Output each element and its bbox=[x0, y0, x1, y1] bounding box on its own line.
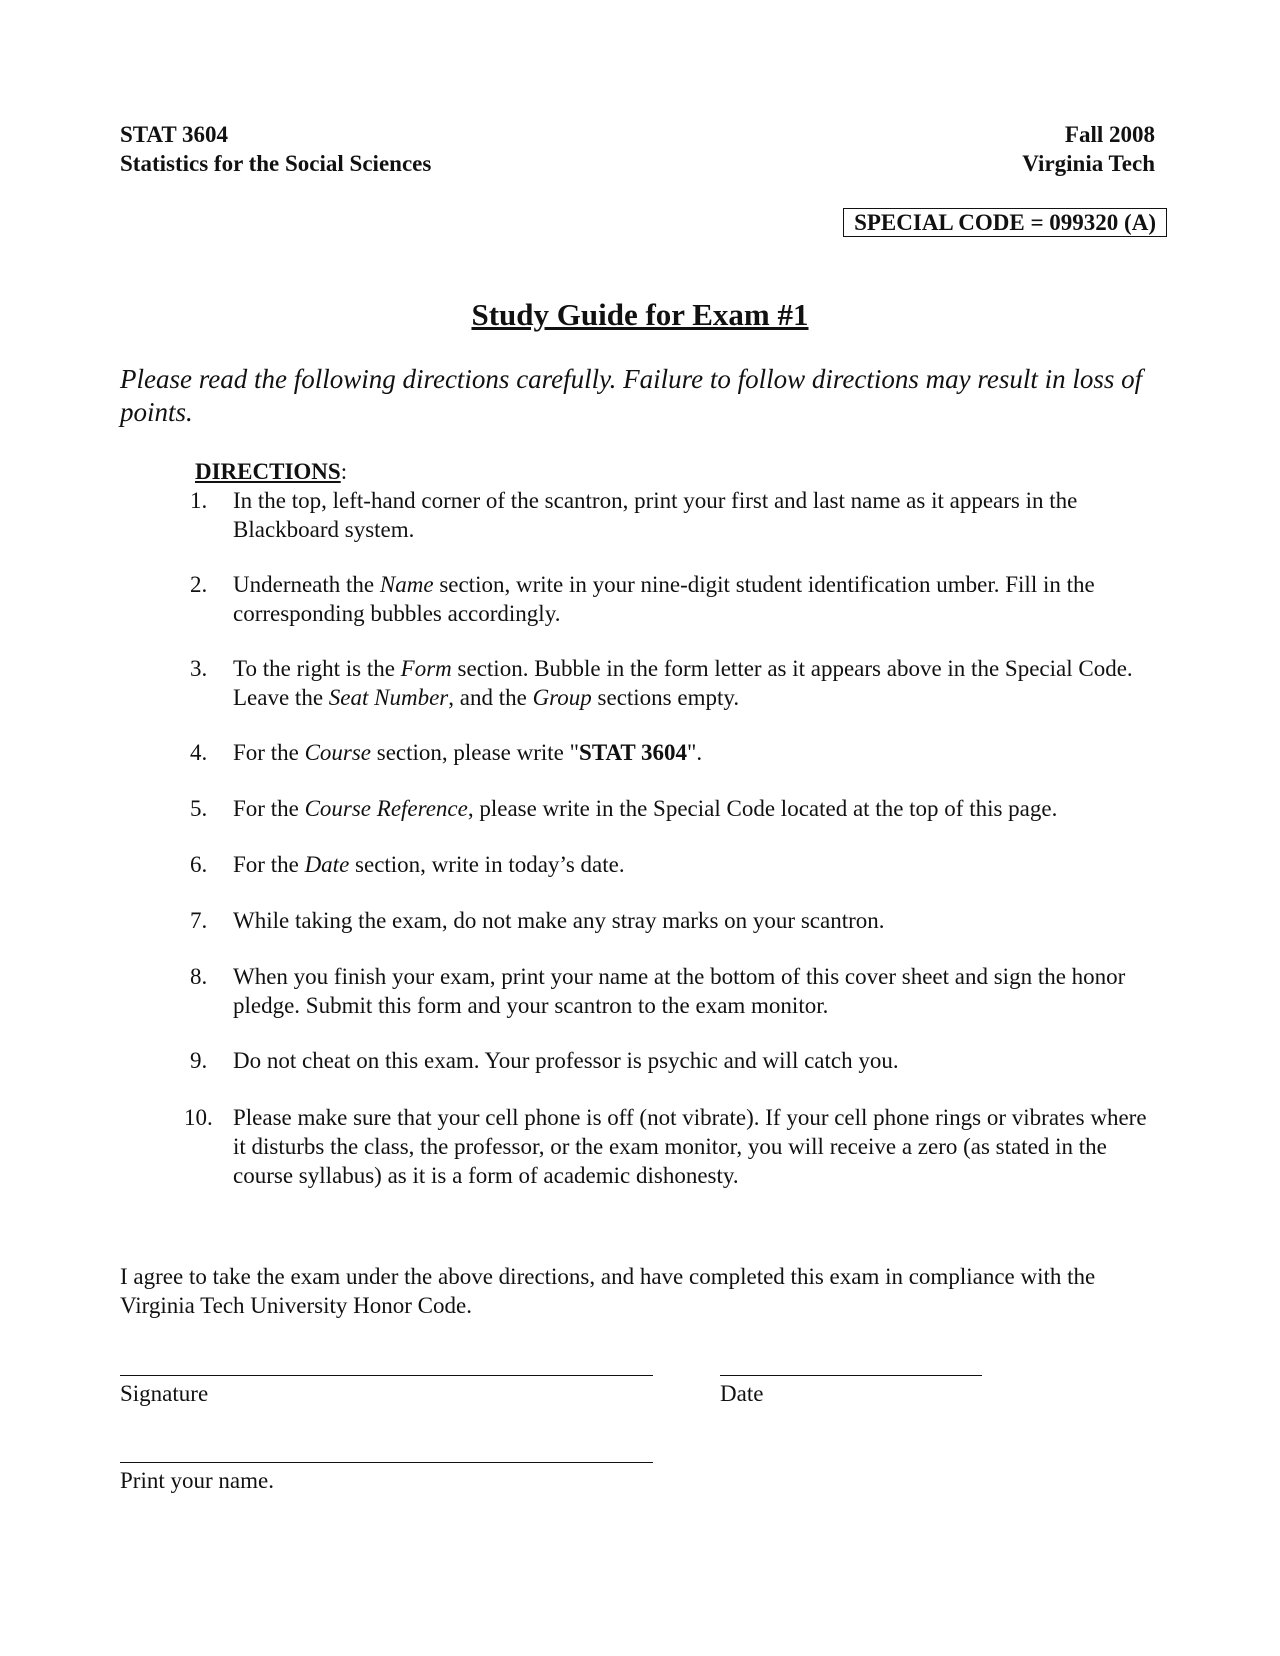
item-text: For the Course section, please write "STAT 3604". bbox=[233, 740, 703, 765]
item-number: 9. bbox=[190, 1048, 208, 1073]
direction-item-9 bbox=[190, 1046, 1165, 1075]
item-number: 8. bbox=[190, 964, 208, 989]
signature-label: Signature bbox=[120, 1381, 209, 1406]
school: Virginia Tech bbox=[1022, 151, 1155, 176]
direction-item-8 bbox=[190, 962, 1165, 1020]
item-text: Do not cheat on this exam. Your professor is psychic and will catch you. bbox=[233, 1048, 899, 1073]
direction-item-10 bbox=[184, 1103, 1159, 1190]
item-number: 6. bbox=[190, 852, 208, 877]
item-text: To the right is the Form section. Bubble in the form letter as it appears above in the Special Code. Leave the Seat Number, and the Group sections empty. bbox=[233, 656, 1133, 710]
direction-item-7 bbox=[190, 906, 1165, 935]
item-number: 4. bbox=[190, 740, 208, 765]
honor-agreement: I agree to take the exam under the above directions, and have completed this exam in compliance with the Virginia Tech University Honor Code. bbox=[120, 1264, 1096, 1318]
item-text: While taking the exam, do not make any stray marks on your scantron. bbox=[233, 908, 885, 933]
term-header bbox=[1022, 120, 1155, 178]
direction-item-3 bbox=[190, 654, 1165, 712]
special-code-box: SPECIAL CODE = 099320 (A) bbox=[843, 208, 1167, 237]
direction-item-5 bbox=[190, 794, 1165, 823]
print-name-label: Print your name. bbox=[120, 1468, 274, 1493]
directions-heading bbox=[195, 458, 347, 486]
item-number: 5. bbox=[190, 796, 208, 821]
direction-item-4 bbox=[190, 738, 1165, 767]
item-number: 2. bbox=[190, 572, 208, 597]
item-text: For the Course Reference, please write in the Special Code located at the top of this page. bbox=[233, 796, 1058, 821]
course-name: Statistics for the Social Sciences bbox=[120, 151, 432, 176]
emphasis: Name bbox=[379, 572, 434, 597]
intro-instructions: Please read the following directions carefully. Failure to follow directions may result in loss of points. bbox=[120, 364, 1143, 427]
item-number: 3. bbox=[190, 656, 208, 681]
term: Fall 2008 bbox=[1064, 122, 1155, 147]
item-number: 10. bbox=[184, 1105, 213, 1130]
directions-label: DIRECTIONS bbox=[195, 459, 341, 484]
item-text: Underneath the Name section, write in your nine-digit student identification umber. Fill in the corresponding bubbles accordingly. bbox=[233, 572, 1095, 626]
page-title: Study Guide for Exam #1 bbox=[471, 297, 809, 332]
item-number: 1. bbox=[190, 488, 208, 513]
date-label: Date bbox=[720, 1381, 764, 1406]
direction-item-1 bbox=[190, 486, 1165, 544]
date-line[interactable] bbox=[720, 1375, 982, 1376]
item-text: When you finish your exam, print your name at the bottom of this cover sheet and sign the honor pledge. Submit this form and your scantron to the exam monitor. bbox=[233, 964, 1126, 1018]
direction-item-6 bbox=[190, 850, 1165, 879]
signature-line[interactable] bbox=[120, 1375, 653, 1376]
item-text: In the top, left-hand corner of the scantron, print your first and last name as it appears in the Blackboard system. bbox=[233, 488, 1078, 542]
item-text: For the Date section, write in today’s date. bbox=[233, 852, 625, 877]
item-text: Please make sure that your cell phone is off (not vibrate). If your cell phone rings or vibrates where it disturbs the class, the professor, or the exam monitor, you will receive a zero (as stated in the course syllabus) as it is a form of academic dishonesty. bbox=[233, 1105, 1147, 1188]
print-name-line[interactable] bbox=[120, 1462, 653, 1463]
course-code: STAT 3604 bbox=[120, 122, 229, 147]
item-number: 7. bbox=[190, 908, 208, 933]
direction-item-2 bbox=[190, 570, 1165, 628]
course-header bbox=[120, 120, 431, 178]
directions-colon: : bbox=[340, 459, 348, 484]
